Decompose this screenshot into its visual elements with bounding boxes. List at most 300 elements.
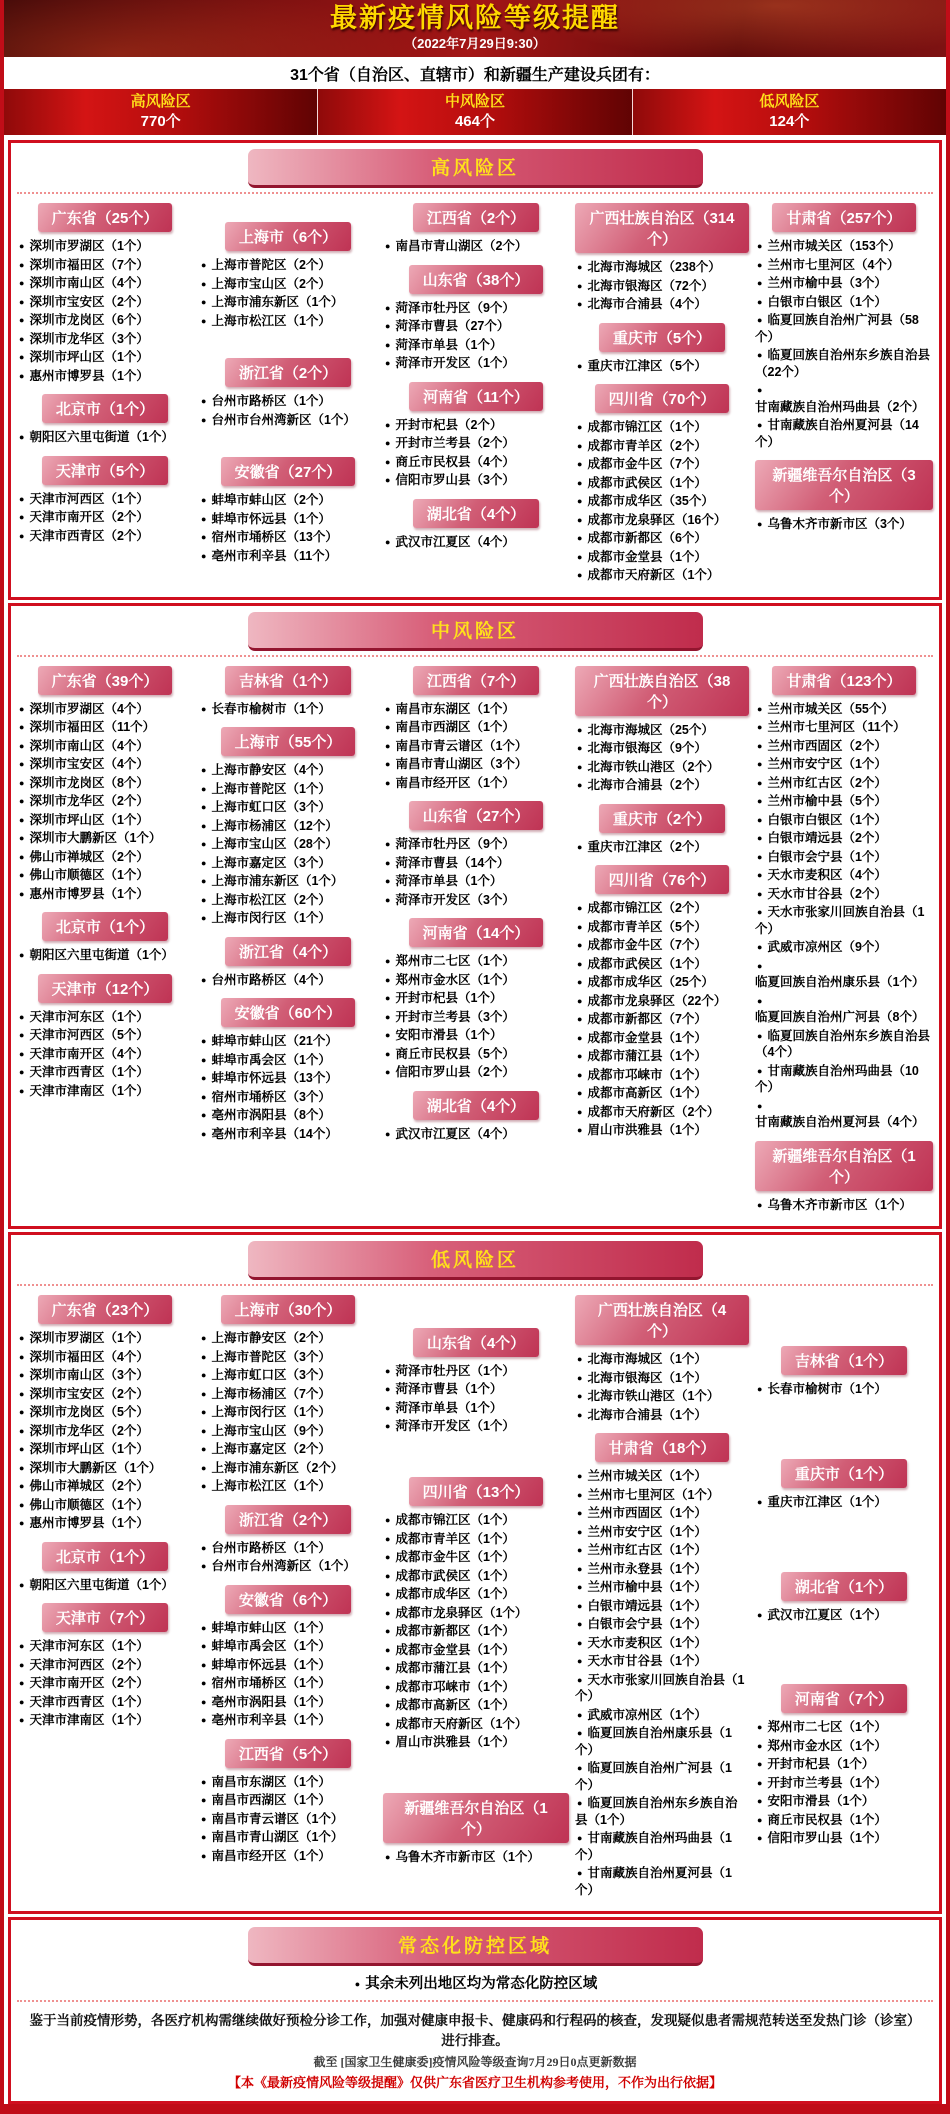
region-item-label: 菏泽市牡丹区（9个）: [395, 837, 515, 851]
region-item-label: 深圳市大鹏新区（1个）: [29, 1460, 162, 1475]
bullet-icon: ●: [19, 1462, 25, 1473]
region-item: [575, 1010, 749, 1029]
region-item: [575, 1560, 749, 1579]
region-item-label: 兰州市西固区（1个）: [587, 1506, 707, 1520]
region-item: [17, 848, 193, 867]
region-item-label: 台州市路桥区（4个）: [211, 972, 331, 987]
region-item-label: 成都市新都区（6个）: [587, 531, 707, 545]
province-group: [755, 198, 933, 455]
region-item: [383, 1417, 569, 1436]
region-item-label: 深圳市宝安区（2个）: [29, 294, 149, 309]
bullet-icon: ●: [19, 1696, 25, 1707]
region-item-label: 成都市青羊区（5个）: [587, 919, 707, 934]
province-group: [383, 494, 569, 556]
province-header: 天津市（12个）: [38, 974, 173, 1003]
column: [755, 661, 933, 1219]
province-group: [17, 661, 193, 908]
region-item-label: 宿州市埇桥区（13个）: [211, 530, 338, 545]
region-item: [383, 354, 569, 373]
bullet-icon: ●: [19, 530, 25, 541]
province-header: 湖北省（1个）: [781, 1572, 907, 1601]
bullet-icon: ●: [577, 422, 583, 432]
region-item: [17, 737, 193, 756]
bullet-icon: ●: [19, 1333, 25, 1343]
region-item-label: 乌鲁木齐市新市区（1个）: [767, 1197, 912, 1212]
bullet-icon: ●: [201, 260, 207, 271]
region-item-label: 成都市邛崃市（1个）: [587, 1067, 707, 1082]
province-group: [755, 1679, 933, 1852]
bullet-icon: ●: [19, 950, 25, 960]
bullet-icon: ●: [19, 333, 25, 344]
bullet-icon: ●: [577, 1763, 583, 1773]
column: [575, 1290, 749, 1903]
region-item: [383, 1678, 569, 1697]
region-item: [755, 381, 933, 416]
divider: [17, 192, 933, 194]
summary-label: 高风险区: [130, 93, 191, 110]
bullet-icon: ●: [757, 1833, 763, 1844]
region-item: [383, 416, 569, 435]
region-item: [199, 872, 377, 891]
region-item: [755, 938, 933, 957]
region-item-label: 成都市金牛区（7个）: [587, 938, 707, 952]
region-item-label: 郑州市金水区（1个）: [767, 1738, 887, 1753]
bullet-icon: ●: [385, 1067, 391, 1077]
region-item-label: 天津市河西区（2个）: [29, 1657, 149, 1672]
province-group: [383, 1086, 569, 1148]
bullet-icon: ●: [201, 278, 207, 289]
region-item: [383, 872, 569, 891]
region-item-label: 蚌埠市怀远县（1个）: [211, 511, 331, 526]
region-item: [575, 936, 749, 955]
bullet-icon: ●: [757, 1065, 763, 1076]
region-item: [755, 1062, 933, 1097]
province-group: [755, 1454, 933, 1516]
province-group: [199, 722, 377, 932]
region-list: [575, 1467, 749, 1899]
region-item-label: 亳州市涡阳县（8个）: [211, 1108, 331, 1122]
region-item-label: 天水市甘谷县（1个）: [587, 1654, 707, 1668]
region-item-label: 成都市高新区（1个）: [395, 1698, 515, 1712]
region-item-label: 菏泽市单县（1个）: [395, 874, 503, 888]
region-list: [199, 1773, 377, 1866]
region-item: [755, 274, 933, 293]
region-item-label: 上海市普陀区（1个）: [211, 781, 331, 796]
bullet-icon: ●: [385, 703, 391, 714]
province-header: 浙江省（2个）: [225, 358, 351, 387]
region-item: [199, 256, 377, 275]
region-item-label: 菏泽市开发区（3个）: [395, 892, 515, 907]
region-item-label: 深圳市坪山区（1个）: [29, 812, 149, 827]
province-header: 上海市（30个）: [221, 1295, 356, 1324]
region-item: [755, 293, 933, 312]
region-item: [199, 1847, 377, 1866]
region-item: [17, 1674, 193, 1693]
subtitle: 31个省（自治区、直辖市）和新疆生产建设兵团有：: [4, 57, 946, 89]
province-group: [17, 1537, 193, 1599]
region-item-label: 成都市武侯区（1个）: [395, 1568, 515, 1583]
bullet-icon: ●: [19, 1641, 25, 1651]
region-item-label: 上海市闵行区（1个）: [211, 911, 331, 925]
region-item-label: 天水市麦积区（1个）: [587, 1635, 707, 1650]
region-item-label: 甘南藏族自治州玛曲县（10个）: [755, 1063, 919, 1094]
bullet-icon: ●: [19, 241, 25, 251]
province-group: [383, 661, 569, 797]
province-header: 吉林省（1个）: [225, 666, 351, 695]
region-item: [17, 755, 193, 774]
region-item: [755, 1792, 933, 1811]
section-title-band: 高风险区: [248, 149, 703, 188]
region-item-label: 临夏回族自治州广河县（58个）: [755, 313, 919, 344]
region-item-label: 临夏回族自治州东乡族自治县（4个）: [755, 1028, 930, 1059]
bullet-icon: ●: [577, 1471, 583, 1481]
region-item-label: 成都市武侯区（1个）: [587, 956, 707, 971]
province-header: 重庆市（2个）: [599, 804, 725, 833]
region-item: [199, 1637, 377, 1656]
region-item: [17, 237, 193, 256]
bullet-icon: ●: [19, 759, 25, 769]
region-item-label: 深圳市南山区（3个）: [29, 1368, 149, 1382]
region-item: [17, 1008, 193, 1027]
province-group: [199, 932, 377, 994]
province-group: [17, 1598, 193, 1734]
summary-count: 770个: [140, 113, 181, 130]
region-item: [199, 392, 377, 411]
province-header: 四川省（76个）: [595, 865, 730, 894]
column: [755, 198, 933, 589]
region-list: [17, 700, 193, 904]
summary-count: 124个: [769, 113, 810, 130]
region-item: [575, 1084, 749, 1103]
region-item-label: 南昌市经开区（1个）: [211, 1848, 331, 1863]
region-item-label: 深圳市南山区（4个）: [29, 738, 149, 753]
region-item: [575, 357, 749, 376]
bullet-icon: ●: [757, 259, 763, 270]
bullet-icon: ●: [577, 1728, 583, 1738]
bullet-icon: ●: [201, 894, 207, 905]
region-item-label: 深圳市龙岗区（6个）: [29, 313, 149, 327]
region-item: [199, 1791, 377, 1810]
region-item-label: 成都市龙泉驿区（1个）: [395, 1605, 528, 1620]
region-item: [199, 971, 377, 990]
region-item-label: 深圳市坪山区（1个）: [29, 350, 149, 364]
column: [383, 661, 569, 1219]
bullet-icon: ●: [19, 493, 25, 504]
bullet-icon: ●: [385, 993, 391, 1003]
region-item: [17, 1514, 193, 1533]
bullet-icon: ●: [577, 921, 583, 932]
region-item-label: 成都市金牛区（7个）: [587, 457, 707, 471]
province-group: [755, 1567, 933, 1629]
region-list: [755, 515, 933, 534]
region-item: [199, 411, 377, 430]
region-item: [575, 1541, 749, 1560]
bullet-icon: ●: [757, 833, 763, 843]
region-item: [199, 700, 377, 719]
region-item-label: 北海市银海区（9个）: [587, 741, 707, 755]
bullet-icon: ●: [385, 894, 391, 905]
region-item: [575, 1350, 749, 1369]
footer-advice: 鉴于当前疫情形势，各医疗机构需继续做好预检分诊工作，加强对健康申报卡、健康码和行程码的核查，发现疑似患者需规范转送至发热门诊（诊室）进行排查。: [29, 2013, 921, 2048]
region-item: [17, 718, 193, 737]
bullet-icon: ●: [201, 1813, 207, 1824]
region-item-label: 佛山市禅城区（2个）: [29, 1479, 149, 1493]
region-item: [575, 918, 749, 937]
region-item: [199, 1557, 377, 1576]
bullet-icon: ●: [19, 833, 25, 843]
region-item: [575, 1864, 749, 1899]
region-item-label: 兰州市红古区（2个）: [767, 775, 887, 790]
province-group: [383, 260, 569, 377]
region-item-label: 北海市银海区（72个）: [587, 278, 714, 293]
region-item-label: 深圳市龙华区（3个）: [29, 331, 149, 346]
region-item: [383, 891, 569, 910]
region-item: [17, 367, 193, 386]
region-item-label: 南昌市西湖区（1个）: [395, 720, 515, 734]
province-header: 山东省（4个）: [413, 1328, 539, 1357]
province-group: [199, 1500, 377, 1580]
region-item: [575, 992, 749, 1011]
bullet-icon: ●: [385, 876, 391, 886]
region-item: [755, 515, 933, 534]
region-item-label: 重庆市江津区（1个）: [767, 1494, 887, 1509]
region-item-label: 成都市金堂县（1个）: [395, 1642, 515, 1657]
region-item: [755, 237, 933, 256]
bullet-icon: ●: [385, 1402, 391, 1413]
region-list: [383, 952, 569, 1082]
region-item: [755, 737, 933, 756]
bullet-icon: ●: [201, 1659, 207, 1670]
region-item-label: 深圳市罗湖区（4个）: [29, 701, 149, 716]
region-item: [575, 1829, 749, 1864]
region-item: [575, 1523, 749, 1542]
divider: [17, 1284, 933, 1286]
region-item: [199, 491, 377, 510]
region-item: [755, 848, 933, 867]
region-item-label: 成都市天府新区（2个）: [587, 1104, 720, 1119]
bullet-icon: ●: [19, 1388, 25, 1399]
region-item-label: 惠州市博罗县（1个）: [29, 1516, 149, 1530]
bullet-icon: ●: [757, 1777, 763, 1788]
bullet-icon: ●: [385, 339, 391, 350]
region-item: [383, 1733, 569, 1752]
bullet-icon: ●: [385, 1011, 391, 1022]
region-item-label: 武汉市江夏区（4个）: [395, 1126, 515, 1141]
province-header: 重庆市（1个）: [781, 1459, 907, 1488]
region-item: [575, 1103, 749, 1122]
region-item: [199, 1032, 377, 1051]
region-item-label: 北海市铁山港区（2个）: [587, 759, 720, 774]
region-item-label: 信阳市罗山县（2个）: [395, 1065, 515, 1079]
bullet-icon: ●: [385, 1533, 391, 1544]
bullet-icon: ●: [385, 1030, 391, 1040]
bullet-icon: ●: [577, 1600, 583, 1611]
section-columns: [17, 661, 933, 1219]
bullet-icon: ●: [757, 1030, 763, 1041]
risk-sections-container: [8, 140, 942, 1914]
region-item-label: 南昌市青山湖区（3个）: [395, 757, 528, 771]
region-item-label: 蚌埠市禹会区（1个）: [211, 1639, 331, 1653]
province-header: 江西省（7个）: [413, 666, 539, 695]
province-group: [575, 1428, 749, 1903]
bullet-icon: ●: [385, 475, 391, 485]
bullet-icon: ●: [201, 1091, 207, 1102]
region-item-label: 武汉市江夏区（4个）: [395, 534, 515, 549]
region-item: [575, 1121, 749, 1140]
region-item-label: 菏泽市曹县（27个）: [395, 319, 510, 333]
region-item-label: 上海市嘉定区（3个）: [211, 855, 331, 870]
region-item: [575, 776, 749, 795]
region-item-label: 长春市榆树市（1个）: [767, 1382, 887, 1397]
region-item-label: 上海市虹口区（3个）: [211, 1368, 331, 1382]
region-item: [17, 1637, 193, 1656]
region-item: [755, 256, 933, 275]
bullet-icon: ●: [201, 1462, 207, 1473]
region-item-label: 宿州市埇桥区（3个）: [211, 1089, 331, 1104]
province-group: [383, 1788, 569, 1871]
region-item: [17, 311, 193, 330]
region-item: [575, 1387, 749, 1406]
region-item: [17, 1422, 193, 1441]
region-item: [575, 1578, 749, 1597]
province-group: [755, 455, 933, 538]
bullet-icon: ●: [577, 724, 583, 735]
region-item-label: 成都市锦江区（1个）: [395, 1513, 515, 1527]
bullet-icon: ●: [577, 514, 583, 525]
region-item-label: 深圳市龙岗区（8个）: [29, 775, 149, 790]
region-item-label: 上海市杨浦区（12个）: [211, 818, 338, 833]
province-header: 山东省（38个）: [409, 265, 544, 294]
bullet-icon: ●: [201, 513, 207, 524]
bullet-icon: ●: [385, 1589, 391, 1599]
region-item-label: 天津市河西区（1个）: [29, 491, 149, 506]
province-header: 江西省（2个）: [413, 203, 539, 232]
bullet-icon: ●: [19, 1444, 25, 1454]
region-item-label: 上海市普陀区（3个）: [211, 1349, 331, 1364]
region-item-label: 天水市甘谷县（2个）: [767, 886, 887, 901]
column: [575, 198, 749, 589]
bullet-icon: ●: [577, 841, 583, 852]
bullet-icon: ●: [385, 1570, 391, 1581]
region-list: [575, 258, 749, 314]
bullet-icon: ●: [19, 352, 25, 362]
region-item-label: 深圳市罗湖区（1个）: [29, 1331, 149, 1345]
region-item: [199, 1051, 377, 1070]
bullet-icon: ●: [757, 1199, 763, 1210]
province-header: 广西壮族自治区（4个）: [575, 1295, 749, 1345]
region-item-label: 北海市银海区（1个）: [587, 1370, 707, 1385]
province-header: 浙江省（4个）: [225, 937, 351, 966]
region-list: [383, 1125, 569, 1144]
region-item-label: 乌鲁木齐市新市区（3个）: [767, 517, 912, 531]
region-item-label: 成都市金堂县（1个）: [587, 549, 707, 564]
province-header: 甘肃省（18个）: [595, 1433, 730, 1462]
region-item-label: 开封市杞县（1个）: [395, 991, 503, 1005]
bullet-icon: ●: [201, 1542, 207, 1553]
bullet-icon: ●: [577, 280, 583, 291]
bullet-icon: ●: [757, 1814, 763, 1825]
province-group: [17, 1290, 193, 1537]
region-item: [383, 1604, 569, 1623]
bullet-icon: ●: [19, 1030, 25, 1040]
region-item-label: 上海市闵行区（1个）: [211, 1405, 331, 1419]
bullet-icon: ●: [757, 1496, 763, 1507]
region-item-label: 北海市铁山港区（1个）: [587, 1389, 720, 1403]
bullet-icon: ●: [577, 459, 583, 469]
region-item: [17, 527, 193, 546]
bullet-icon: ●: [757, 796, 763, 806]
bullet-icon: ●: [757, 722, 763, 732]
region-item-label: 临夏回族自治州康乐县（1个）: [755, 975, 925, 989]
province-group: [199, 1580, 377, 1734]
region-item: [575, 1597, 749, 1616]
region-item: [199, 1088, 377, 1107]
region-item: [755, 1027, 933, 1062]
region-item-label: 上海市嘉定区（2个）: [211, 1442, 331, 1456]
province-group: [17, 907, 193, 969]
region-item: [383, 317, 569, 336]
divider: [17, 2000, 933, 2002]
region-item-label: 成都市成华区（35个）: [587, 494, 714, 508]
region-list: [17, 1008, 193, 1101]
region-list: [17, 1329, 193, 1533]
region-item-label: 深圳市宝安区（4个）: [29, 757, 149, 771]
region-item-label: 上海市宝山区（2个）: [211, 276, 331, 291]
bullet-icon: ●: [577, 477, 583, 488]
bullet-icon: ●: [757, 1796, 763, 1807]
region-item: [199, 1773, 377, 1792]
region-item: [575, 295, 749, 314]
region-item: [383, 299, 569, 318]
bullet-icon: ●: [577, 1354, 583, 1364]
region-list: [575, 357, 749, 376]
region-item-label: 成都市邛崃市（1个）: [395, 1679, 515, 1694]
region-item: [199, 528, 377, 547]
bullet-icon: ●: [201, 1073, 207, 1083]
bullet-icon: ●: [577, 1069, 583, 1080]
bullet-icon: ●: [577, 496, 583, 506]
bullet-icon: ●: [19, 851, 25, 862]
region-item-label: 成都市新都区（7个）: [587, 1012, 707, 1026]
region-item-label: 深圳市罗湖区（1个）: [29, 239, 149, 253]
bullet-icon: ●: [201, 839, 207, 849]
bullet-icon: ●: [201, 857, 207, 868]
region-item: [383, 774, 569, 793]
province-group: [199, 1734, 377, 1870]
region-item: [575, 1047, 749, 1066]
region-item: [575, 1467, 749, 1486]
region-item: [383, 1399, 569, 1418]
province-header: 四川省（13个）: [409, 1477, 544, 1506]
bullet-icon: ●: [385, 1048, 391, 1059]
region-item: [17, 508, 193, 527]
region-item-label: 菏泽市牡丹区（9个）: [395, 300, 515, 315]
region-item: [575, 437, 749, 456]
region-item: [755, 1737, 933, 1756]
region-item: [383, 1063, 569, 1082]
region-item-label: 开封市兰考县（3个）: [395, 1009, 515, 1024]
province-header: 广东省（39个）: [38, 666, 173, 695]
region-item-label: 菏泽市开发区（1个）: [395, 356, 515, 370]
bullet-icon: ●: [201, 1795, 207, 1805]
region-item-label: 成都市天府新区（1个）: [587, 568, 720, 582]
bullet-icon: ●: [577, 1674, 583, 1685]
region-item-label: 信阳市罗山县（3个）: [395, 473, 515, 487]
region-list: [383, 1511, 569, 1752]
region-item: [383, 453, 569, 472]
region-item-label: 兰州市城关区（153个）: [767, 239, 901, 253]
bullet-icon: ●: [201, 876, 207, 886]
